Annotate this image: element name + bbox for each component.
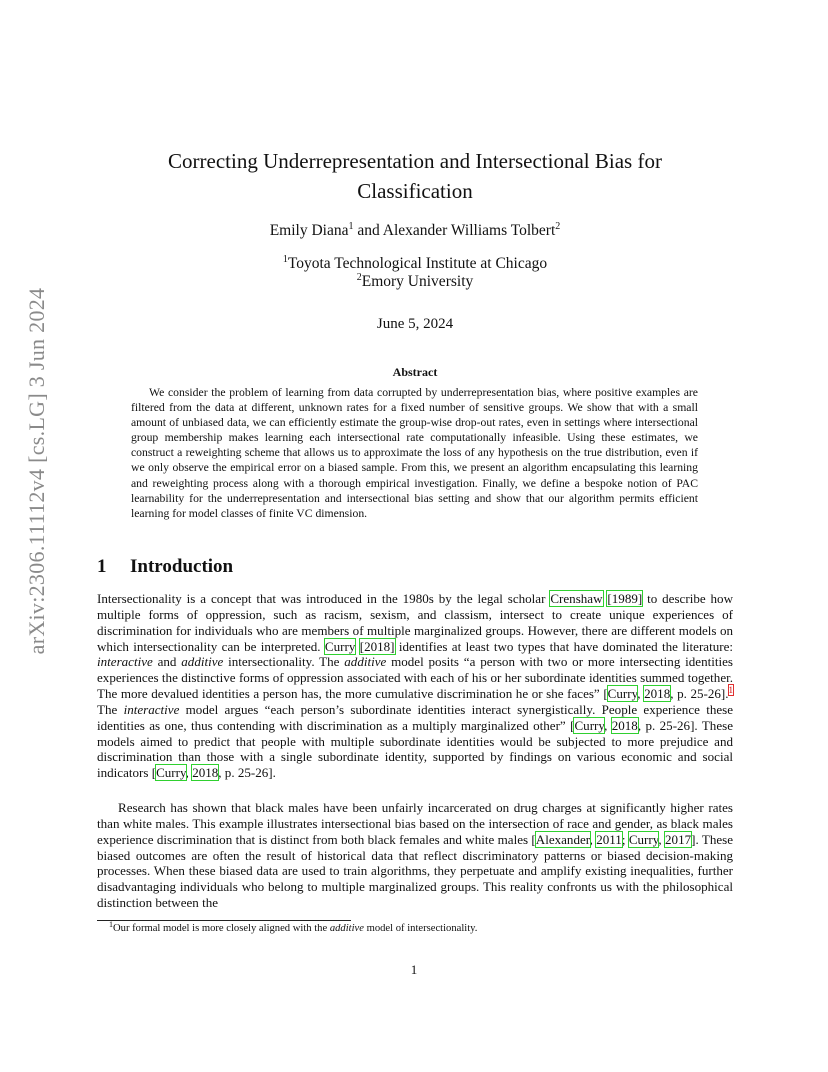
body-text: , p. 25-26].	[218, 765, 276, 781]
author-list	[120, 222, 710, 240]
body-text: identifies at least two types that have dominated the literature:	[394, 638, 733, 654]
emphasis: interactive	[97, 654, 153, 670]
paper-date: June 5, 2024	[376, 316, 454, 332]
section-heading	[97, 556, 233, 578]
body-text: to describe how multiple forms of oppression, such as racism, sexism, and classism, intersect to create unique experiences of discrimination for individuals who are members of multiple marginalized groups. However, there are different models on which intersectionality can be interpreted.	[97, 591, 733, 654]
section-title: Introduction	[130, 556, 234, 577]
citation-link[interactable]: 2017	[665, 831, 692, 847]
abstract-text: We consider the problem of learning from data corrupted by underrepresentation bias, where positive examples are filtered from the data at different, unknown rates for a fixed number of sensitive groups. We show that with a small amount of unbiased data, we can efficiently estimate the group-wise drop-out rates, even in settings where intersectional group membership makes learning each intersectional rate computationally infeasible. Using these estimates, we construct a reweighting scheme that allows us to approximate the loss of any hypothesis on the true distribution, even if we only observe the empirical error on a biased sample. From this, we present an algorithm encapsulating this learning and reweighting process along with a thorough empirical investigation. Finally, we define a bespoke notion of PAC learnability for the underrepresentation and intersectional bias setting and show that our algorithm permits efficient learning for model classes of finite VC dimension.	[131, 386, 698, 520]
body-text: intersectionality. The	[223, 654, 345, 670]
citation-link[interactable]: Curry	[324, 638, 356, 654]
body-text: Intersectionality is a concept that was introduced in the 1980s by the legal scholar	[97, 591, 551, 606]
citation-link[interactable]: 2018	[644, 686, 671, 702]
emphasis: additive	[329, 923, 364, 934]
body-text: ;	[621, 831, 629, 847]
section-number: 1	[97, 556, 107, 577]
affiliation-mark: 1	[348, 221, 354, 232]
citation-link[interactable]: 2018	[611, 717, 638, 733]
citation-link[interactable]: [1989]	[607, 591, 643, 606]
title-line-2: Classification	[357, 179, 473, 203]
page-number: 1	[410, 962, 418, 977]
footnote	[109, 920, 729, 934]
author-name: Emily Diana	[269, 222, 349, 239]
body-text: ,	[185, 765, 193, 781]
citation-link[interactable]: Curry	[574, 717, 605, 733]
body-text: ]. These biased outcomes are often the result of historical data that reflect discriminatory patterns or biased decision-making processes. When these biased data are used to train algorithms, they perpetuate and amplify existing inequalities, further disadvantaging individuals who belong to multiple marginalized groups. This reality confronts us with the philosophical distinction between the	[97, 831, 734, 911]
body-text: model argues “each person’s subordinate identities interact synergistically. People experience these identities as one, thus contending with discrimination as a multiply marginalized other” [	[97, 701, 734, 733]
citation-link[interactable]: [2018]	[359, 638, 395, 654]
paper-title	[120, 146, 710, 206]
body-text: Research has shown that black males have been unfairly incarcerated on drug charges at significantly higher rates than white males. This example illustrates intersectional bias based on the intersection of race and gender, as black males experience discrimination that is distinct from both black females and white males [	[97, 800, 733, 847]
footnote-text: model of intersectionality.	[363, 923, 478, 934]
emphasis: interactive	[123, 701, 180, 717]
body-text: ,	[589, 831, 597, 847]
affiliation-mark: 1	[282, 254, 288, 265]
affiliation-name: Toyota Technological Institute at Chicago	[287, 255, 548, 272]
intro-paragraph-2	[97, 800, 733, 911]
affiliation-mark: 2	[555, 221, 561, 232]
body-text: , p. 25-26].	[670, 686, 729, 702]
body-text: The	[97, 701, 124, 717]
affiliation	[120, 255, 710, 273]
abstract-heading: Abstract	[392, 365, 438, 379]
footnote-mark: 1	[109, 920, 113, 929]
citation-link[interactable]: 2011	[596, 831, 622, 847]
citation-link[interactable]: 2018	[192, 765, 219, 781]
arxiv-identifier[interactable]: arXiv:2306.11112v4 [cs.LG] 3 Jun 2024	[24, 287, 49, 655]
body-text: ,	[637, 686, 645, 702]
footnote-ref-link[interactable]: 1	[728, 685, 733, 696]
body-text: model posits “a person with two or more intersecting identities experiences the distinctive forms of oppression associated with each of his or her subordinate identities summed together. The more devalued identities a person has, the more cumulative discrimination he or she faces” [	[97, 654, 733, 702]
citation-link[interactable]: Curry	[628, 831, 659, 847]
citation-link[interactable]: Curry	[156, 765, 186, 781]
citation-link[interactable]: Alexander	[535, 831, 590, 847]
citation-link[interactable]: Crenshaw	[550, 591, 603, 606]
author-name: Alexander Williams Tolbert	[382, 222, 556, 239]
citation-link[interactable]: Curry	[607, 686, 638, 702]
affiliation	[120, 273, 710, 291]
affiliation-mark: 2	[356, 272, 362, 283]
emphasis: additive	[344, 654, 387, 670]
body-text: , p. 25-26]. These models aimed to predict that people with multiple subordinate identities would be subjected to more prejudice and discrimination than those with a single subordinate identity, supported by findings on various economic and social indicators [	[97, 717, 733, 781]
title-line-1: Correcting Underrepresentation and Intersectional Bias for	[168, 149, 662, 173]
arxiv-side-stamp	[22, 287, 52, 655]
intro-paragraph-1	[97, 591, 733, 781]
footnote-divider	[97, 920, 351, 921]
author-connector: and	[353, 222, 383, 239]
body-text: ,	[604, 717, 612, 733]
body-text: and	[152, 654, 182, 670]
emphasis: additive	[181, 654, 224, 670]
footnote-text: Our formal model is more closely aligned with the	[113, 923, 330, 934]
affiliation-name: Emory University	[361, 273, 474, 290]
body-text: ,	[658, 831, 666, 847]
